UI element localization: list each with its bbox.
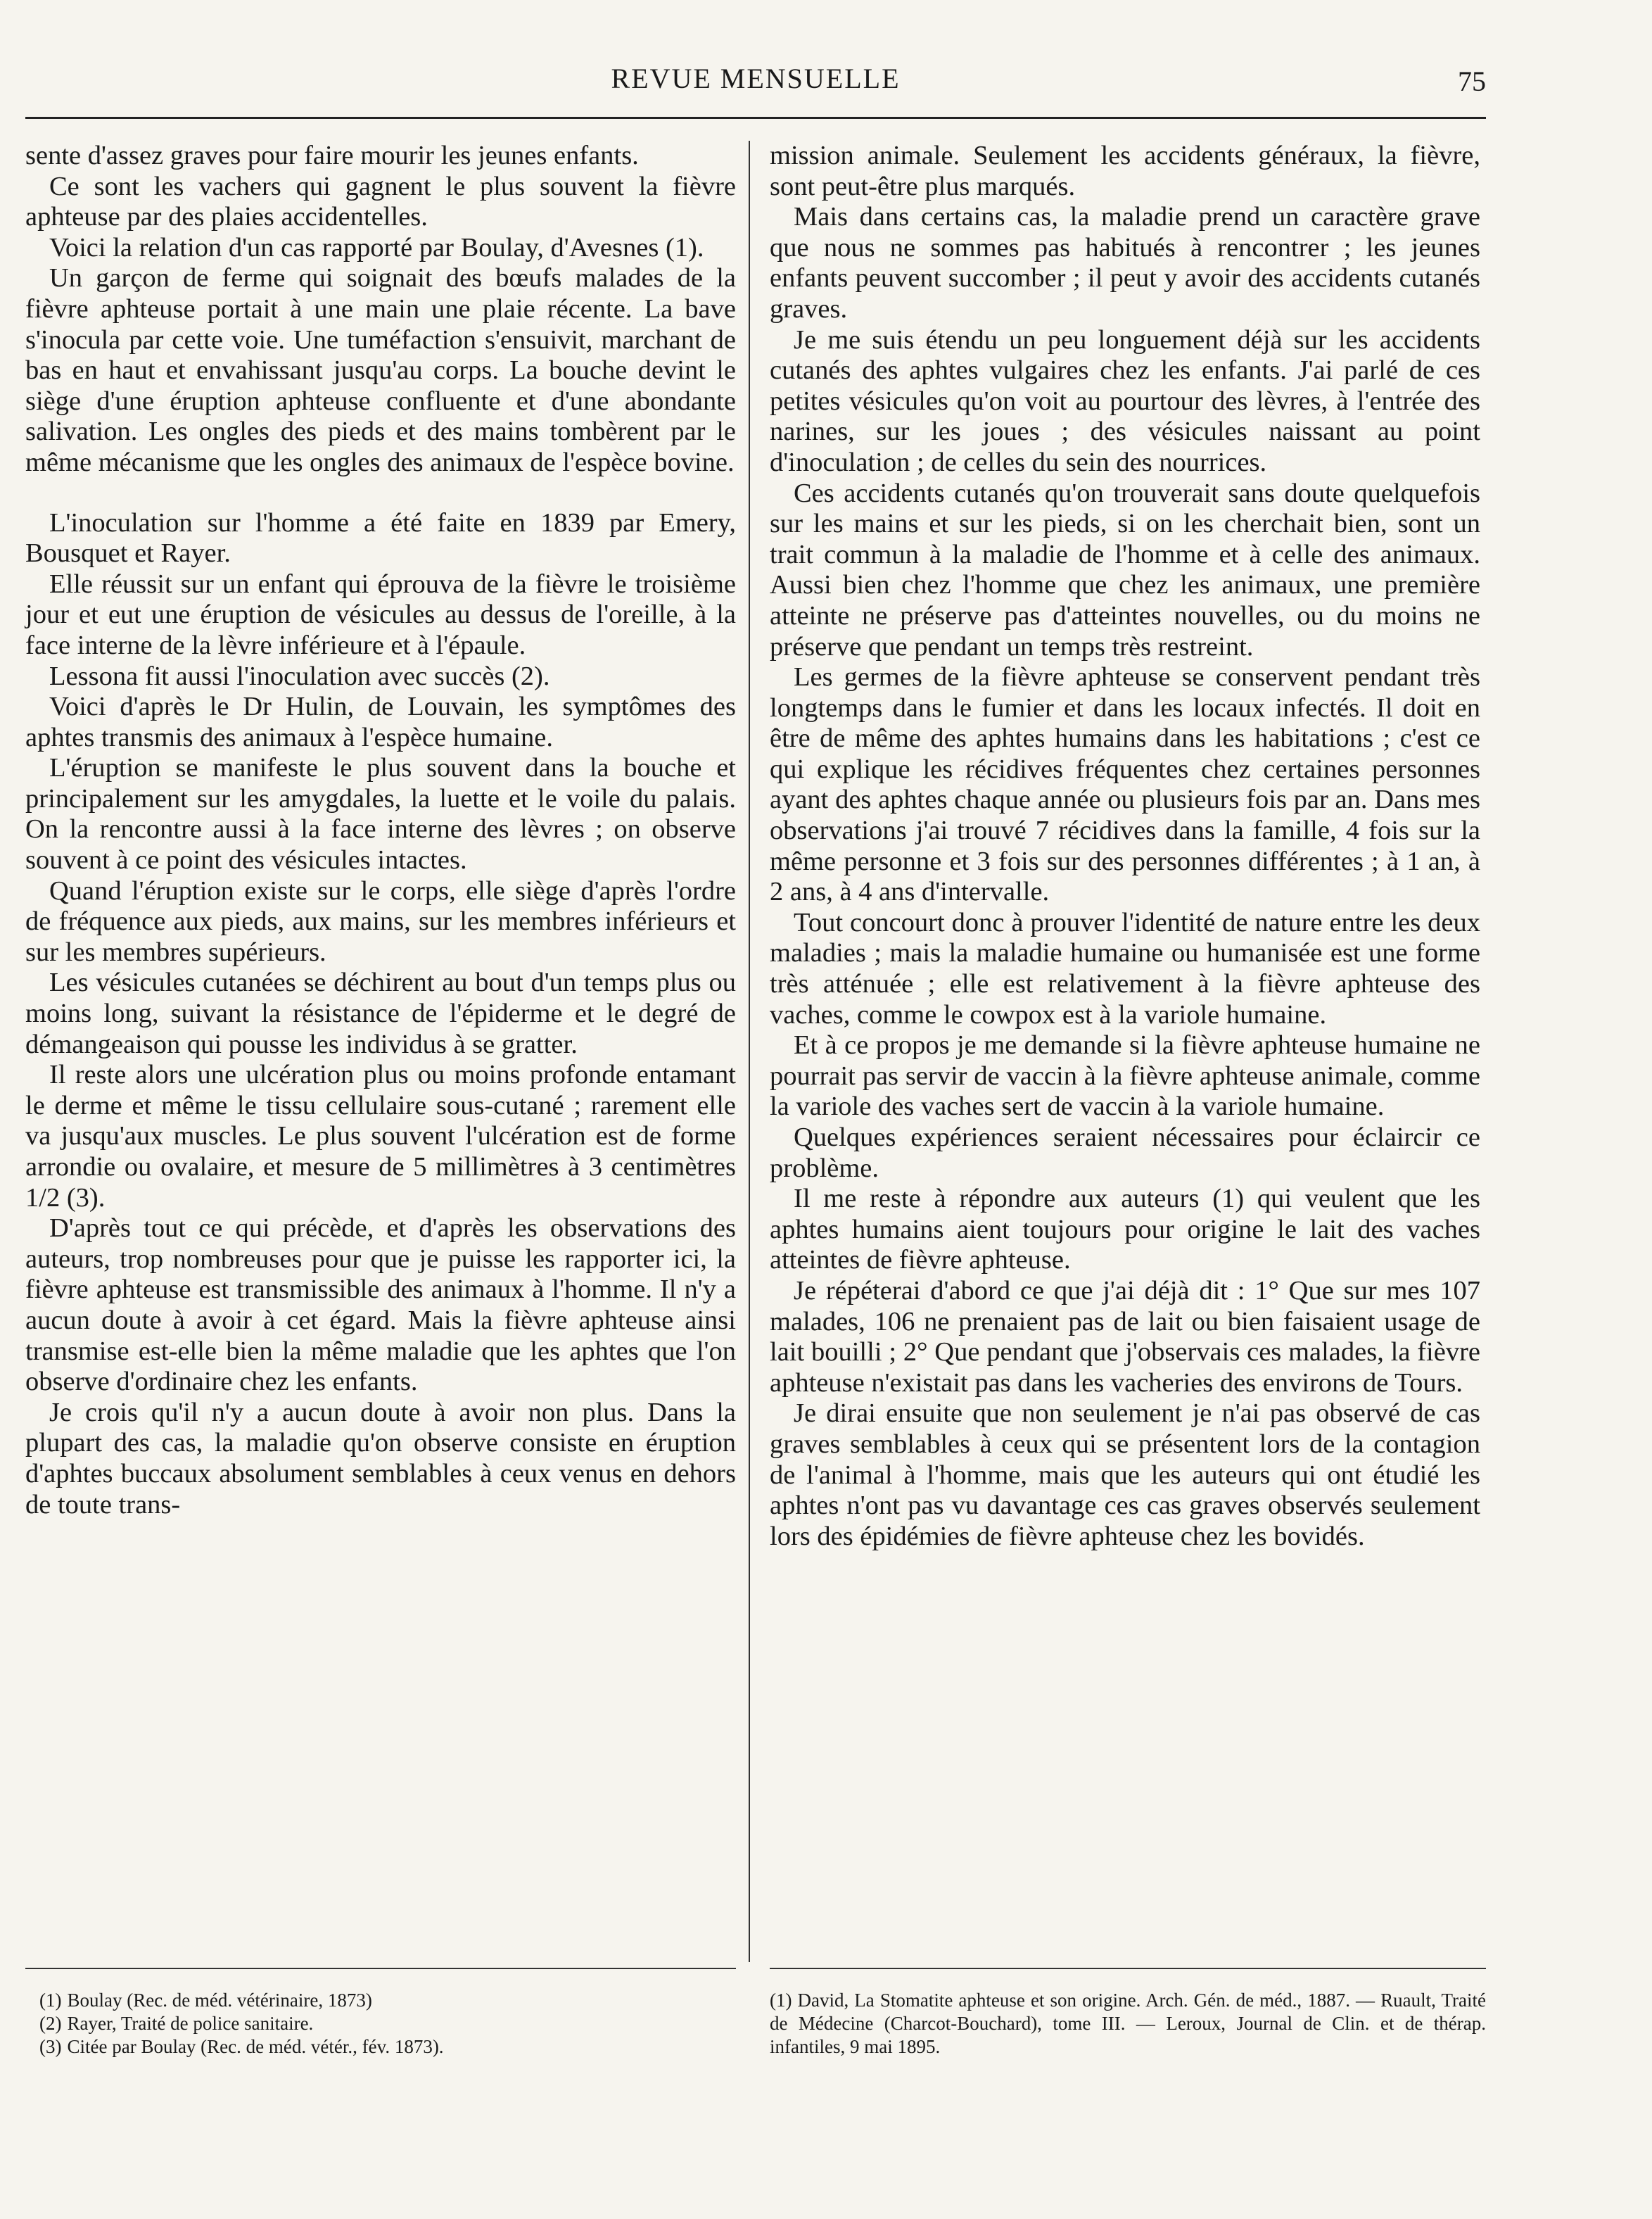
paragraph: L'inoculation sur l'homme a été faite en 1839 par Emery, Bousquet et Rayer. xyxy=(25,507,736,569)
paragraph: Il me reste à répondre aux auteurs (1) qui veulent que les aphtes humains aient toujours pour origine le lait des vaches atteintes de fièvre aphteuse. xyxy=(770,1184,1480,1275)
paragraph: sente d'assez graves pour faire mourir les jeunes enfants. xyxy=(25,141,639,170)
paragraph: Les germes de la fièvre aphteuse se conservent pendant très longtemps dans le fumier et dans les locaux infectés. Il doit en être de même des aphtes humains dans les habitations ; c'est ce qui explique les récidives fréquentes chez certaines personnes ayant des aphtes chaque année ou plusieurs fois par an. Dans mes observations j'ai trouvé 7 récidives dans la famille, 4 fois sur la même personne et 3 fois sur des personnes différentes ; à 1 an, à 2 ans, à 4 ans d'intervalle. xyxy=(770,662,1480,907)
paragraph: Ces accidents cutanés qu'on trouverait sans doute quelquefois sur les mains et sur les pieds, si on les cherchait bien, sont un trait commun à la maladie de l'homme et à celle des animaux. Aussi bien chez l'homme que chez les animaux, une première atteinte ne préserve pas d'atteintes nouvelles, ou du moins ne préserve que pendant un temps très restreint. xyxy=(770,478,1480,662)
footnote-number: (3) xyxy=(39,2036,62,2057)
footnote-number: (2) xyxy=(39,2013,62,2034)
paragraph: Lessona fit aussi l'inoculation avec succès (2). xyxy=(49,661,550,691)
running-title: REVUE MENSUELLE xyxy=(611,63,901,94)
paragraph: Quelques expériences seraient nécessaires pour éclaircir ce problème. xyxy=(770,1123,1480,1183)
header-rule xyxy=(25,117,1486,119)
paragraph: mission animale. Seulement les accidents généraux, la fièvre, sont peut-être plus marqués. xyxy=(770,141,1480,201)
column-divider xyxy=(749,141,750,1962)
paragraph: L'éruption se manifeste le plus souvent dans la bouche et principalement sur les amygdales, la luette et le voile du palais. On la rencontre aussi à la face interne des lèvres ; on observe souvent à ce point des vésicules intactes. xyxy=(25,753,736,875)
right-column xyxy=(770,141,1480,1552)
paragraph: Tout concourt donc à prouver l'identité de nature entre les deux maladies ; mais la maladie humaine ou humanisée est une forme très atténuée ; elle est relativement à la fièvre aphteuse des vaches, comme le cowpox est à la variole humaine. xyxy=(770,907,1480,1030)
footnote-rule-right xyxy=(770,1968,1486,1969)
left-column xyxy=(25,141,736,1520)
paragraph: Je crois qu'il n'y a aucun doute à avoir non plus. Dans la plupart des cas, la maladie qu'on observe consiste en éruption d'aphtes buccaux absolument semblables à ceux venus en dehors de toute trans- xyxy=(25,1397,736,1519)
paragraph: Je me suis étendu un peu longuement déjà sur les accidents cutanés des aphtes vulgaires chez les enfants. J'ai parlé de ces petites vésicules qu'on voit au pourtour des lèvres, à l'entrée des narines, sur les joues ; des vésicules naissant au point d'inoculation ; de celles du sein des nourrices. xyxy=(770,324,1480,477)
paragraph: Mais dans certains cas, la maladie prend un caractère grave que nous ne sommes pas habitués à rencontrer ; les jeunes enfants peuvent succomber ; il peut y avoir des accidents cutanés graves. xyxy=(770,202,1480,324)
paragraph: Elle réussit sur un enfant qui éprouva de la fièvre le troisième jour et eut une éruption de vésicules au dessus de l'oreille, à la face interne de la lèvre inférieure et à l'épaule. xyxy=(25,569,736,660)
paragraph: Voici la relation d'un cas rapporté par Boulay, d'Avesnes (1). xyxy=(49,232,704,263)
footnote xyxy=(39,2012,736,2035)
paragraph: Quand l'éruption existe sur le corps, elle siège d'après l'ordre de fréquence aux pieds, aux mains, sur les membres inférieurs et sur les membres supérieurs. xyxy=(25,875,736,967)
footnote-number: (1) xyxy=(39,1990,62,2011)
paragraph: Il reste alors une ulcération plus ou moins profonde entamant le derme et même le tissu cellulaire sous-cutané ; rarement elle va jusqu'aux muscles. Le plus souvent l'ulcération est de forme arrondie ou ovalaire, et mesure de 5 millimètres à 3 centimètres 1/2 (3). xyxy=(25,1060,736,1213)
footnote-text: Citée par Boulay (Rec. de méd. vétér., fév. 1873). xyxy=(67,2036,444,2057)
footnotes-right xyxy=(770,1989,1486,2059)
paragraph: Les vésicules cutanées se déchirent au bout d'un temps plus ou moins long, suivant la résistance de l'épiderme et le degré de démangeaison qui pousse les individus à se gratter. xyxy=(25,968,736,1059)
footnote-number: (1) xyxy=(770,1990,792,2011)
footnote-text: Boulay (Rec. de méd. vétérinaire, 1873) xyxy=(67,1990,372,2011)
paragraph: D'après tout ce qui précède, et d'après les observations des auteurs, trop nombreuses pour que je puisse les rapporter ici, la fièvre aphteuse est transmissible des animaux à l'homme. Il n'y a aucun doute à avoir à cet égard. Mais la fièvre aphteuse ainsi transmise est-elle bien la même maladie que les aphtes que l'on observe d'ordinaire chez les enfants. xyxy=(25,1213,736,1397)
footnote xyxy=(770,1989,1486,2059)
footnote-text: David, La Stomatite aphteuse et son origine. Arch. Gén. de méd., 1887. — Ruault, Traité de Médecine (Charcot-Bouchard), tome III. — Leroux, Journal de Clin. et de thérap. infantiles, 9 mai 1895. xyxy=(770,1990,1486,2057)
footnote-text: Rayer, Traité de police sanitaire. xyxy=(67,2013,314,2034)
paragraph: Je répéterai d'abord ce que j'ai déjà dit : 1° Que sur mes 107 malades, 106 ne prenaient pas de lait ou bien faisaient usage de lait bouilli ; 2° Que pendant que j'observais ces malades, la fièvre aphteuse n'existait pas dans les vacheries des environs de Tours. xyxy=(770,1275,1480,1398)
paragraph: Et à ce propos je me demande si la fièvre aphteuse humaine ne pourrait pas servir de vaccin à la fièvre aphteuse animale, comme la variole des vaches sert de vaccin à la variole humaine. xyxy=(770,1030,1480,1122)
footnote xyxy=(39,1989,736,2012)
paragraph: Je dirai ensuite que non seulement je n'ai pas observé de cas graves semblables à ceux qui se présentent lors de la contagion de l'animal à l'homme, mais que les auteurs qui ont étudié les aphtes n'ont pas vu davantage ces cas graves observés seulement lors des épidémies de fièvre aphteuse chez les bovidés. xyxy=(770,1398,1480,1551)
paragraph: Un garçon de ferme qui soignait des bœufs malades de la fièvre aphteuse portait à une main une plaie récente. La bave s'inocula par cette voie. Une tuméfaction s'ensuivit, marchant de bas en haut et envahissant jusqu'au corps. La bouche devint le siège d'une éruption aphteuse confluente et d'une abondante salivation. Les ongles des pieds et des mains tombèrent par le même mécanisme que les ongles des animaux de l'espèce bovine. xyxy=(25,263,736,477)
paragraph: Ce sont les vachers qui gagnent le plus souvent la fièvre aphteuse par des plaies accidentelles. xyxy=(25,171,736,232)
page-number: 75 xyxy=(1458,65,1486,97)
paragraph: Voici d'après le Dr Hulin, de Louvain, les symptômes des aphtes transmis des animaux à l'espèce humaine. xyxy=(25,692,736,752)
footnote-rule-left xyxy=(25,1968,736,1969)
footnotes-left xyxy=(39,1989,736,2059)
footnote xyxy=(39,2035,736,2059)
page-header xyxy=(25,62,1486,104)
